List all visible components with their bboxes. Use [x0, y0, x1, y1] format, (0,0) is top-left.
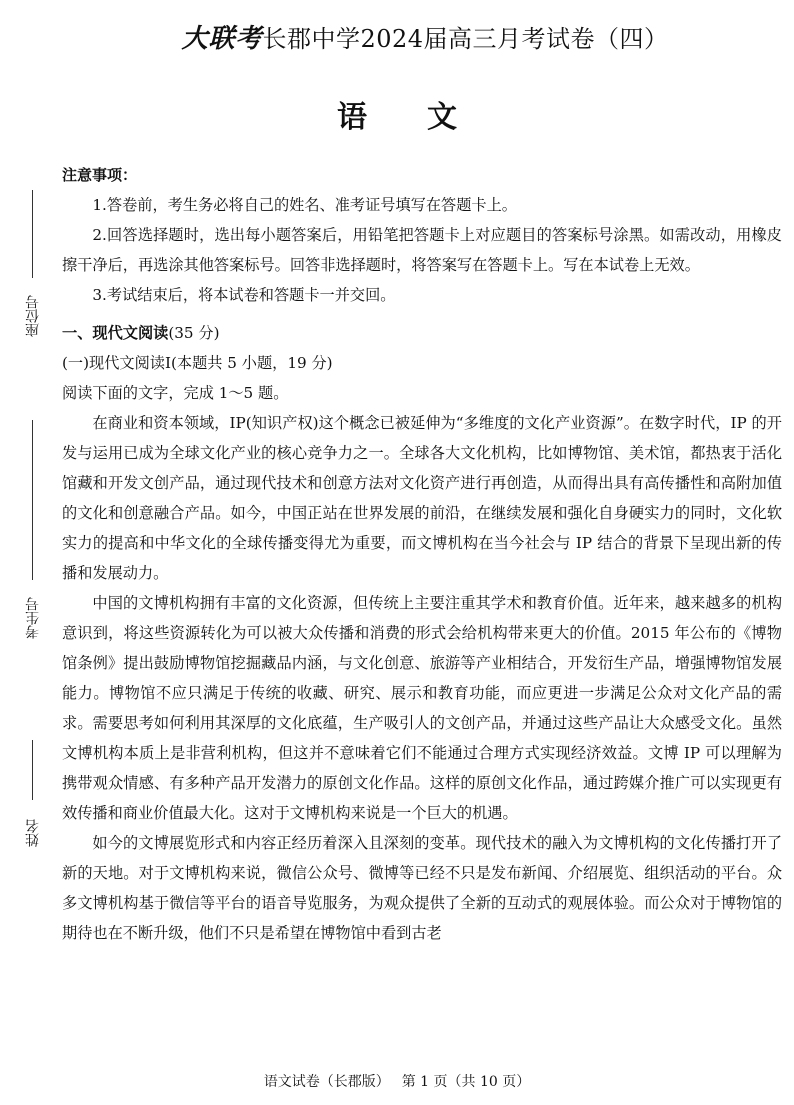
passage-paragraph: 中国的文博机构拥有丰富的文化资源，但传统上主要注重其学术和教育价值。近年来，越来越多的机构意识到，将这些资源转化为可以被大众传播和消费的形式会给机构带来更大的价值。2015 年公布的《博物馆条例》提出鼓励博物馆挖掘藏品内涵，与文化创意、旅游等产业相结合，开发衍生产品，增强博物馆发展能力。博物馆不应只满足于传统的收藏、研究、展示和教育功能，而应更进一步满足公众对文化产品的需求。需要思考如何利用其深厚的文化底蕴，生产吸引人的文创产品，并通过这些产品让大众感受文化。虽然文博机构本质上是非营利机构，但这并不意味着它们不能通过合理方式实现经济效益。文博 IP 可以理解为携带观众情感、有多种产品开发潜力的原创文化作品。这样的原创文化作品，通过跨媒介推广可以实现更有效传播和商业价值最大化。这对于文博机构来说是一个巨大的机遇。: [62, 594, 782, 822]
exam-title: 长郡中学2024届高三月考试卷（四）: [262, 25, 669, 53]
subsection-title: (一)现代文阅读Ⅰ(本题共 5 小题，19 分): [62, 354, 333, 372]
seat-number-line: [32, 190, 33, 278]
name-label: 姓名: [25, 819, 41, 847]
exam-header: [0, 18, 794, 55]
notice-item: 3.考试结束后，将本试卷和答题卡一并交回。: [92, 286, 396, 304]
seat-number-label: 座位号: [25, 295, 41, 337]
name-line: [32, 740, 33, 800]
section-score: (35 分): [168, 324, 220, 342]
passage-paragraph: 在商业和资本领域，IP(知识产权)这个概念已被延伸为“多维度的文化产业资源”。在数字时代，IP 的开发与运用已成为全球文化产业的核心竞争力之一。全球各大文化机构，比如博物馆、美术馆，都热衷于活化馆藏和开发文创产品，通过现代技术和创意方法对文化资产进行再创造，从而得出具有高传播性和高附加值的文化和创意融合产品。如今，中国正站在世界发展的前沿，在继续发展和强化自身硬实力的同时，文化软实力的提高和中华文化的全球传播变得尤为重要，而文博机构在当今社会与 IP 结合的背景下呈现出新的传播和发展动力。: [62, 414, 782, 582]
footer-paper-name: 语文试卷（长郡版）: [263, 1074, 390, 1090]
subject-title: 语文: [337, 100, 517, 135]
page-footer: [0, 1071, 794, 1091]
footer-page-number: 第 1 页（共 10 页）: [401, 1074, 531, 1090]
exam-content: [62, 160, 782, 948]
notice-title: 注意事项：: [62, 166, 138, 184]
candidate-number-label: 考生号: [25, 597, 41, 639]
reading-instruction: 阅读下面的文字，完成 1～5 题。: [62, 384, 289, 402]
notice-item: 2.回答选择题时，选出每小题答案后，用铅笔把答题卡上对应题目的答案标号涂黑。如需改动，用橡皮擦干净后，再选涂其他答案标号。回答非选择题时，将答案写在答题卡上。写在本试卷上无效。: [62, 226, 782, 274]
passage-paragraph: 如今的文博展览形式和内容正经历着深入且深刻的变革。现代技术的融入为文博机构的文化传播打开了新的天地。对于文博机构来说，微信公众号、微博等已经不只是发布新闻、介绍展览、组织活动的平台。众多文博机构基于微信等平台的语音导览服务，为观众提供了全新的互动式的观展体验。而公众对于博物馆的期待也在不断升级，他们不只是希望在博物馆中看到古老: [62, 834, 782, 942]
section-title: 一、现代文阅读: [62, 324, 169, 342]
notice-item: 1.答卷前，考生务必将自己的姓名、准考证号填写在答题卡上。: [92, 196, 517, 214]
section-heading: [62, 318, 782, 348]
candidate-number-line: [32, 420, 33, 580]
binding-margin: [18, 190, 48, 890]
brand-logo-text: 大联考: [181, 24, 263, 54]
